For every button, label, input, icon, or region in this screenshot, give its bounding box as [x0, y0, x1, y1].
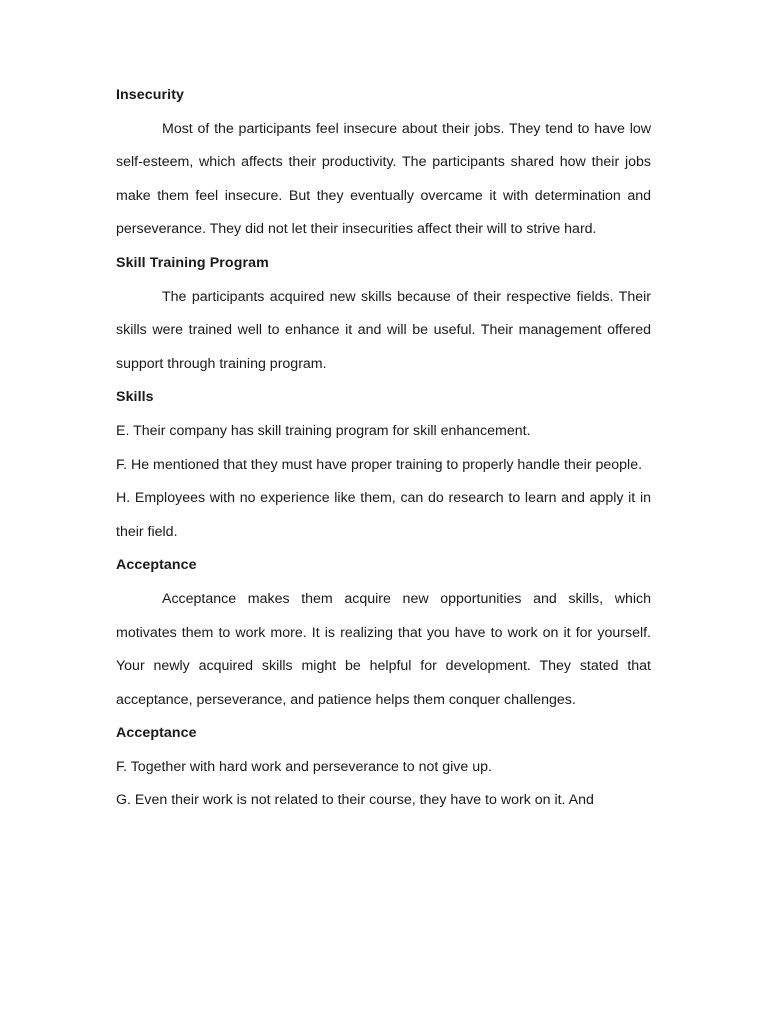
section-heading-insecurity: Insecurity [116, 87, 185, 103]
section-heading-acceptance: Acceptance [116, 557, 197, 574]
section-heading-skills: Skills [116, 389, 154, 406]
paragraph-skill-training-program: The participants acquired new skills because of their respective fields. Their skills were trained well to enhance it and will be useful. Their management offered support through training program. [116, 288, 651, 372]
list-item: H. Employees with no experience like them, can do research to learn and apply it in their field. [116, 490, 651, 540]
paragraph-acceptance: Acceptance makes them acquire new opportunities and skills, which motivates them to work more. It is realizing that you have to work on it for yourself. Your newly acquired skills might be helpful for development. They stated that acceptance, perseverance, and patience helps them conquer challenges. [116, 590, 651, 708]
paragraph-insecurity: Most of the participants feel insecure about their jobs. They tend to have low self-esteem, which affects their productivity. The participants shared how their jobs make them feel insecure. But they eventually overcame it with determination and perseverance. They did not let their insecurities affect their will to strive hard. [116, 120, 651, 238]
list-item: F. Together with hard work and perseverance to not give up. [116, 758, 492, 775]
list-item: E. Their company has skill training program for skill enhancement. [116, 422, 531, 439]
section-heading-skill-training-program: Skill Training Program [116, 254, 269, 271]
list-item: G. Even their work is not related to their course, they have to work on it. And [116, 792, 594, 809]
document-body [116, 79, 651, 818]
list-item: F. He mentioned that they must have proper training to properly handle their people. [116, 456, 643, 473]
section-heading-acceptance-2: Acceptance [116, 725, 197, 742]
